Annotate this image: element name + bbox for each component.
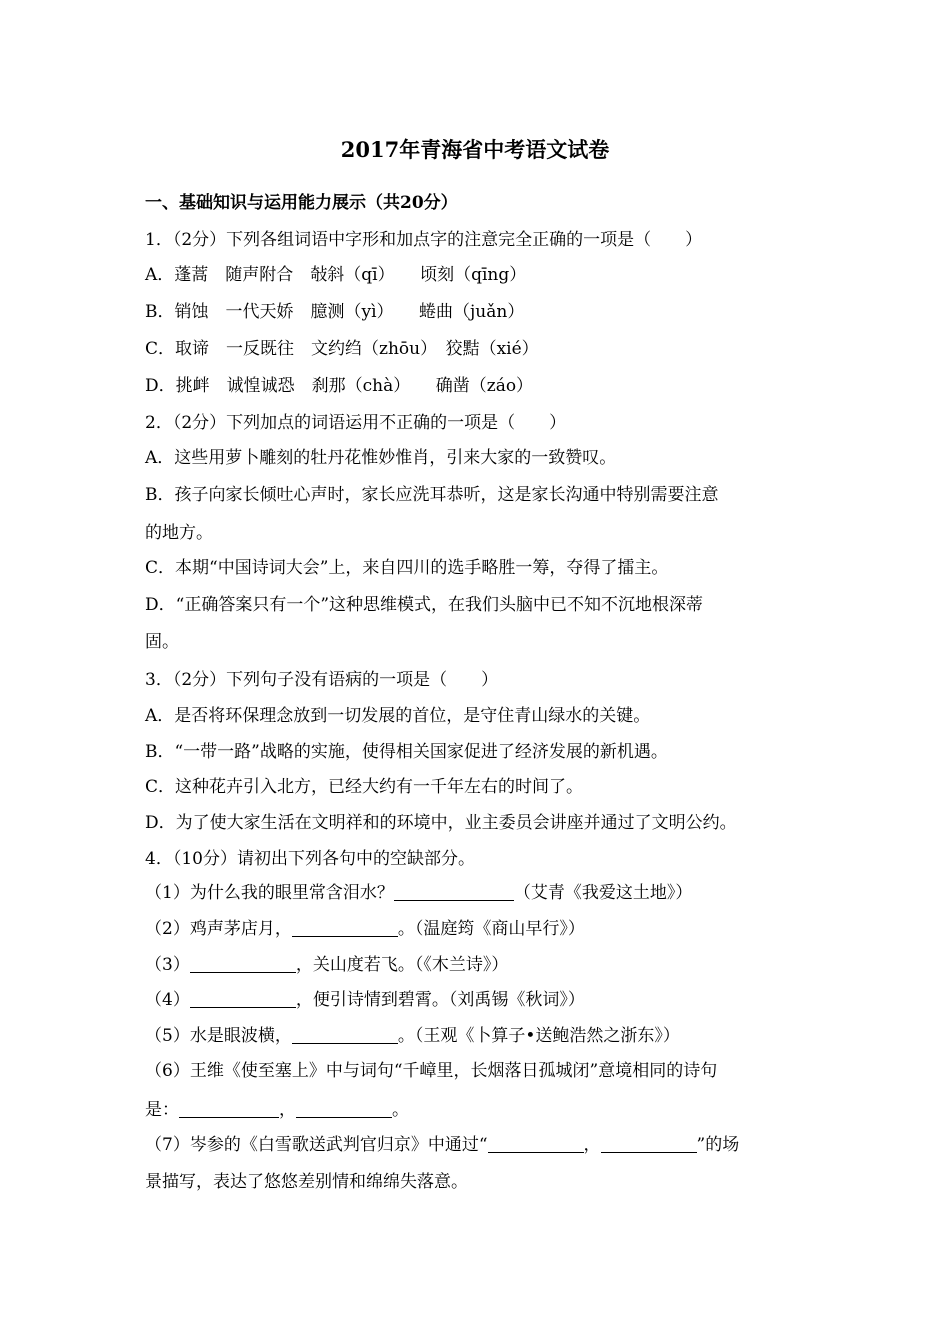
- question-2-option-a: A．这些用萝卜雕刻的牡丹花惟妙惟肖，引来大家的一致赞叹。: [145, 448, 617, 468]
- item-4-source: ，便引诗情到碧霄。（刘禹锡《秋词》）: [295, 990, 585, 1010]
- fill-blank-3[interactable]: [190, 955, 296, 973]
- item-6-end: 。: [392, 1100, 409, 1120]
- question-2-option-d-line2: 固。: [145, 632, 179, 652]
- item-5-prefix: （5）水是眼波横，: [145, 1026, 292, 1046]
- question-3-stem: 3．（2分）下列句子没有语病的一项是（ ）: [145, 670, 499, 690]
- question-4-stem: 4．（10分）请初出下列各句中的空缺部分。: [145, 849, 475, 869]
- item-6-prefix: 是：: [145, 1100, 179, 1120]
- question-3-option-d: D．为了使大家生活在文明祥和的环境中，业主委员会讲座并通过了文明公约。: [145, 813, 737, 833]
- question-2-option-d-line1: D．“正确答案只有一个”这种思维模式，在我们头脑中已不知不沉地根深蒂: [145, 595, 704, 615]
- question-4-item-2: [145, 914, 585, 939]
- fill-blank-6a[interactable]: [179, 1100, 279, 1118]
- fill-blank-5[interactable]: [292, 1026, 398, 1044]
- question-1-option-b: B．销蚀 一代天娇 臆测（yì） 蜷曲（juǎn）: [145, 302, 525, 322]
- item-2-prefix: （2）鸡声茅店月，: [145, 919, 292, 939]
- question-4-item-5: [145, 1021, 680, 1046]
- fill-blank-4[interactable]: [190, 990, 296, 1008]
- item-3-source: ，关山度若飞。（《木兰诗》）: [295, 955, 509, 975]
- fill-blank-2[interactable]: [292, 919, 398, 937]
- question-4-item-7-line1: [145, 1130, 739, 1155]
- item-2-source: 。（温庭筠《商山早行》）: [397, 919, 585, 939]
- question-4-item-1: [145, 878, 692, 903]
- question-4-item-3: [145, 950, 508, 975]
- question-2-option-b-line2: 的地方。: [145, 523, 213, 543]
- fill-blank-6b[interactable]: [296, 1100, 392, 1118]
- item-1-prefix: （1）为什么我的眼里常含泪水？: [145, 883, 394, 903]
- page-title: 2017年青海省中考语文试卷: [340, 137, 610, 162]
- question-4-item-6-line2: [145, 1095, 409, 1120]
- fill-blank-7b[interactable]: [601, 1135, 697, 1153]
- fill-blank-1[interactable]: [394, 883, 514, 901]
- question-4-item-4: [145, 985, 585, 1010]
- question-3-option-a: A．是否将环保理念放到一切发展的首位，是守住青山绿水的关键。: [145, 706, 651, 726]
- question-1-option-c: C．取谛 一反既往 文约绉（zhōu） 狡黠（xié）: [145, 339, 539, 359]
- question-2-stem: 2．（2分）下列加点的词语运用不正确的一项是（ ）: [145, 413, 567, 433]
- item-5-source: 。（王观《卜算子•送鲍浩然之浙东》）: [397, 1026, 680, 1046]
- question-1-option-a: A．蓬蒿 随声附合 敧斜（qī） 顷刻（qīng）: [145, 265, 527, 285]
- item-7-end: ”的场: [696, 1135, 740, 1155]
- item-6-comma: ，: [279, 1100, 296, 1120]
- question-3-option-b: B．“一带一路”战略的实施，使得相关国家促进了经济发展的新机遇。: [145, 742, 668, 762]
- item-7-prefix: （7）岑参的《白雪歌送武判官归京》中通过“: [145, 1135, 488, 1155]
- section-heading: 一、基础知识与运用能力展示（共20分）: [145, 193, 458, 213]
- fill-blank-7a[interactable]: [488, 1135, 584, 1153]
- item-4-prefix: （4）: [145, 990, 190, 1010]
- question-3-option-c: C．这种花卉引入北方，已经大约有一千年左右的时间了。: [145, 777, 584, 797]
- question-2-option-c: C．本期“中国诗词大会”上，来自四川的选手略胜一筹，夺得了擂主。: [145, 558, 669, 578]
- item-7-comma: ，: [583, 1135, 601, 1155]
- item-3-prefix: （3）: [145, 955, 190, 975]
- item-1-source: （艾青《我爱这土地》）: [513, 883, 693, 903]
- question-2-option-b-line1: B．孩子向家长倾吐心声时，家长应洗耳恭听，这是家长沟通中特别需要注意: [145, 485, 719, 505]
- question-1-stem: 1．（2分）下列各组词语中字形和加点字的注意完全正确的一项是（ ）: [145, 230, 703, 250]
- question-1-option-d: D．挑衅 诚惶诚恐 刹那（chà） 确凿（záo）: [145, 376, 534, 396]
- question-4-item-6-line1: （6）王维《使至塞上》中与词句“千嶂里，长烟落日孤城闭”意境相同的诗句: [145, 1061, 718, 1081]
- question-4-item-7-line2: 景描写，表达了悠悠差别情和绵绵失落意。: [145, 1172, 468, 1192]
